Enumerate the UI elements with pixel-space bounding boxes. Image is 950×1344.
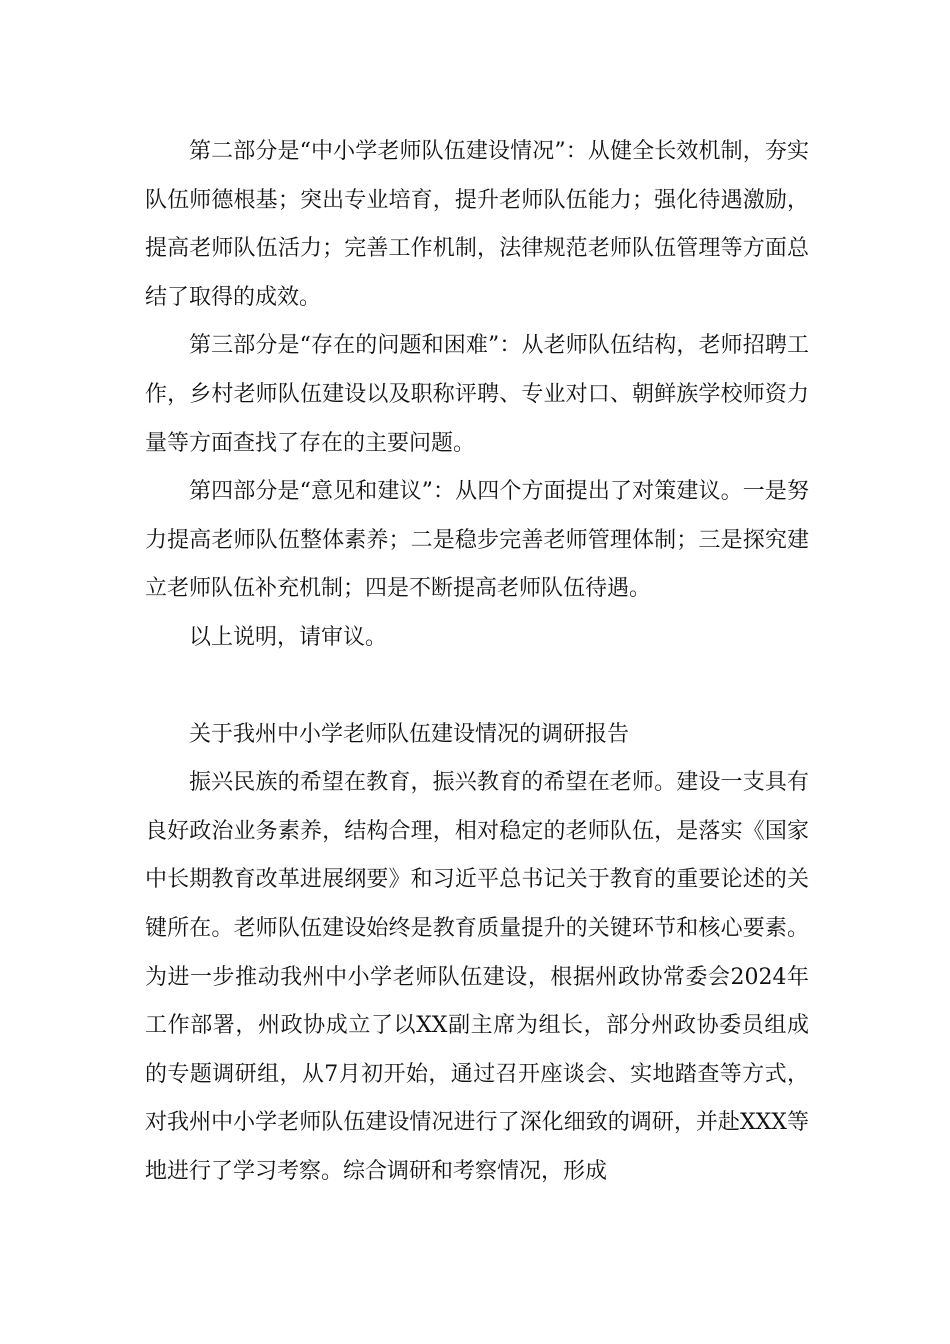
section-gap [145,663,809,711]
paragraph-part-three: 第三部分是“存在的问题和困难”：从老师队伍结构，老师招聘工作，乡村老师队伍建设以及职称评聘、专业对口、朝鲜族学校师资力量等方面查找了存在的主要问题。 [145,333,809,456]
report-paragraph-intro: 振兴民族的希望在教育，振兴教育的希望在老师。建设一支具有良好政治业务素养，结构合理，相对稳定的老师队伍，是落实《国家中长期教育改革进展纲要》和习近平总书记关于教育的重要论述的关键所在。老师队伍建设始终是教育质量提升的关键环节和核心要素。为进一步推动我州中小学老师队伍建设，根据州政协常委会2024年工作部署，州政协成立了以XX副主席为组长，部分州政协委员组成的专题调研组，从7月初开始，通过召开座谈会、实地踏查等方式，对我州中小学老师队伍建设情况进行了深化细致的调研，并赴XXX等地进行了学习考察。综合调研和考察情况，形成 [145,770,809,1184]
paragraph-part-two: 第二部分是“中小学老师队伍建设情况”：从健全长效机制，夯实队伍师德根基；突出专业培育，提升老师队伍能力；强化待遇激励，提高老师队伍活力；完善工作机制，法律规范老师队伍管理等方面总结了取得的成效。 [145,139,809,310]
report-title: 关于我州中小学老师队伍建设情况的调研报告 [189,721,630,747]
paragraph-part-four: 第四部分是“意见和建议”：从四个方面提出了对策建议。一是努力提高老师队伍整体素养；二是稳步完善老师管理体制；三是探究建立老师队伍补充机制；四是不断提高老师队伍待遇。 [145,479,809,602]
document-page [145,128,809,1196]
paragraph-closing: 以上说明，请审议。 [189,624,388,650]
